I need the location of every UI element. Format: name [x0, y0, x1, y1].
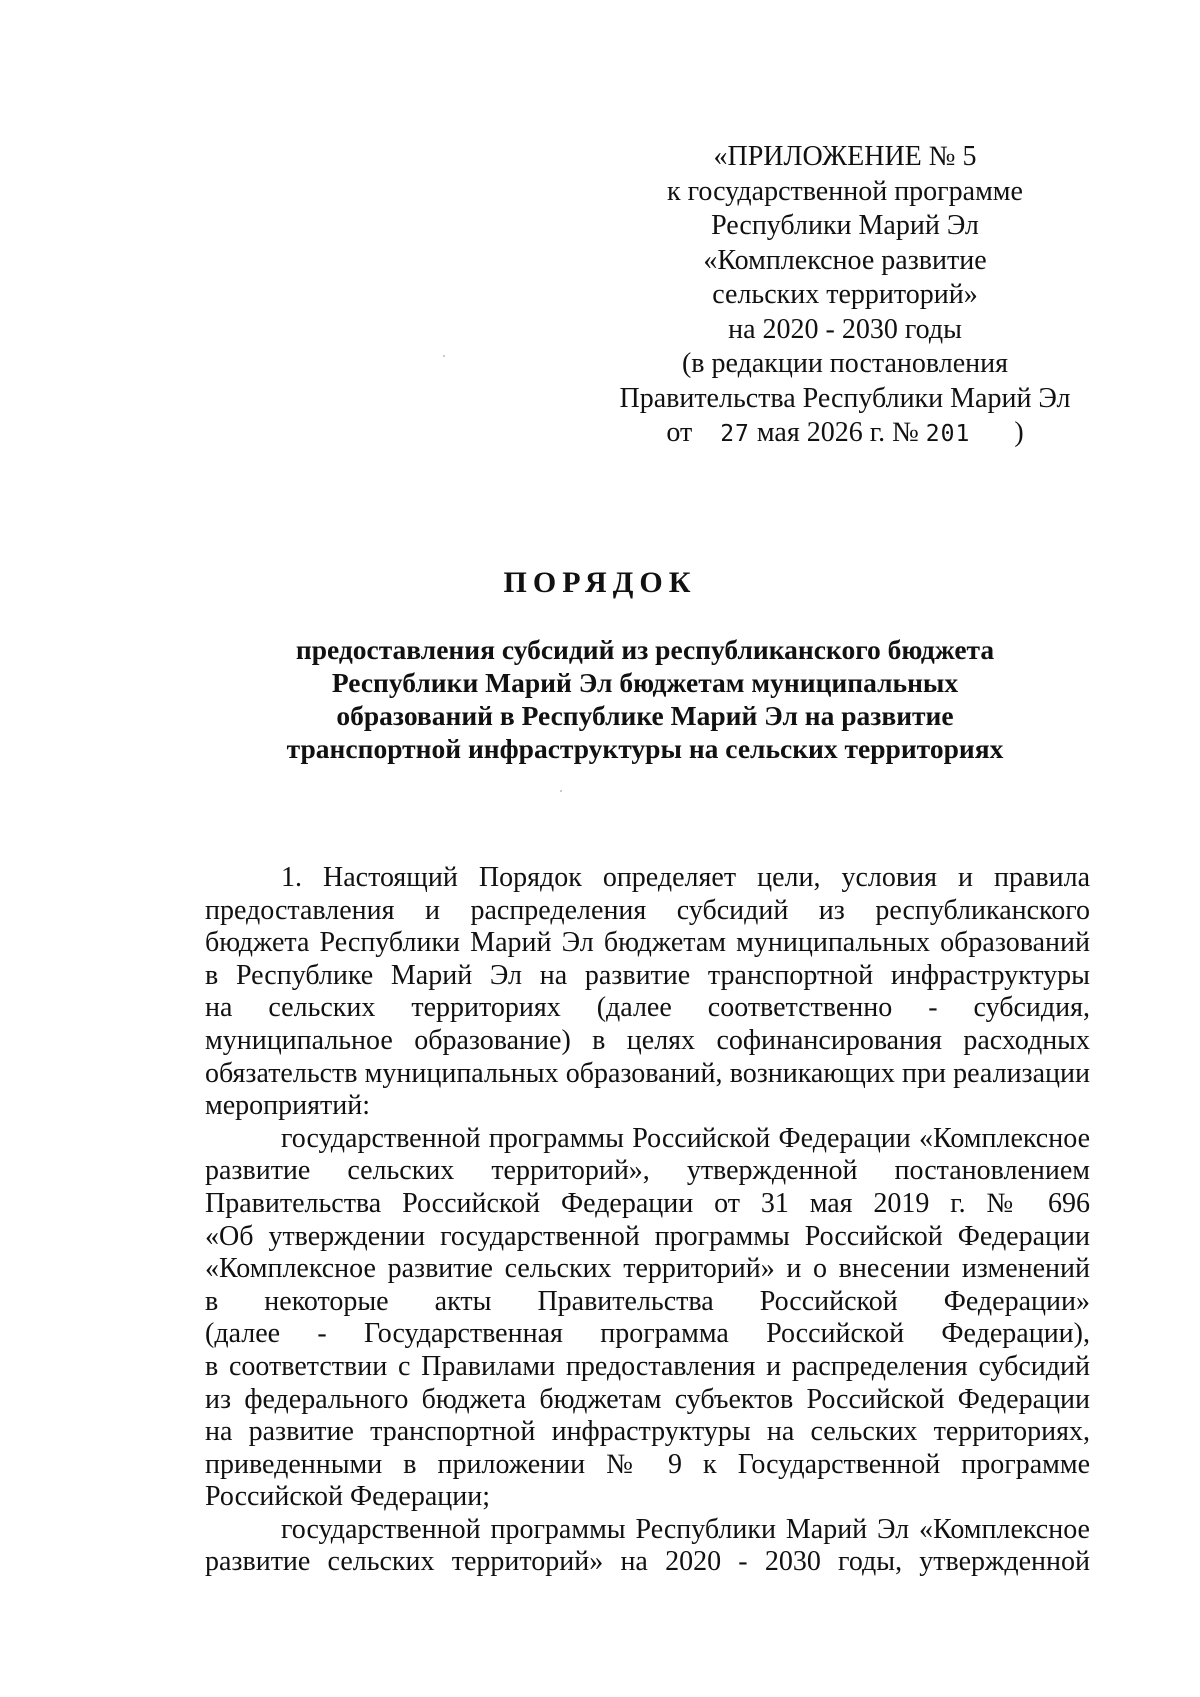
appendix-line: (в редакции постановления [681, 348, 1009, 379]
scan-speck [443, 355, 445, 357]
body-line: на развитие транспортной инфраструктуры на сельских территориях, [205, 1416, 1090, 1448]
body-line: приведенными в приложении № 9 к Государственной программе [205, 1448, 1090, 1480]
subtitle-line: Республики Марий Эл бюджетам муниципальных [331, 667, 959, 698]
subtitle-line: предоставления субсидий из республиканского бюджета [295, 634, 995, 665]
document-subtitle [200, 633, 1090, 765]
subtitle-line: образований в Республике Марий Эл на развитие [336, 700, 954, 731]
body-line: обязательств муниципальных образований, возникающих при реализации [205, 1057, 1090, 1089]
body-line: государственной программы Республики Марий Эл «Комплексное [281, 1513, 1090, 1545]
body-line: в соответствии с Правилами предоставления и распределения субсидий [205, 1350, 1090, 1382]
body-line: (далее - Государственная программа Российской Федерации), [205, 1318, 1090, 1350]
body-line: из федерального бюджета бюджетам субъектов Российской Федерации [205, 1383, 1090, 1415]
body-line: «Комплексное развитие сельских территорий» и о внесении изменений [205, 1253, 1090, 1285]
body-line: муниципальное образование) в целях софинансирования расходных [205, 1024, 1090, 1056]
paragraph-2 [205, 1123, 1090, 1514]
document-number: 201 [925, 421, 971, 447]
subtitle-line: транспортной инфраструктуры на сельских территориях [286, 733, 1004, 764]
appendix-header [600, 140, 1090, 452]
body-line: в Республике Марий Эл на развитие транспортной инфраструктуры [205, 959, 1090, 991]
body-line: развитие сельских территорий», утвержденной постановлением [205, 1155, 1090, 1187]
appendix-line: Республики Марий Эл [711, 210, 979, 241]
body-line: Российской Федерации; [205, 1481, 491, 1513]
date-day: 27 [720, 421, 750, 447]
body-line: развитие сельских территорий» на 2020 - 2030 годы, утвержденной [205, 1546, 1090, 1578]
body-line: мероприятий: [205, 1090, 370, 1122]
paragraph-1 [205, 862, 1090, 1123]
appendix-line: Правительства Республики Марий Эл [619, 382, 1071, 414]
body-line: предоставления и распределения субсидий из республиканского [205, 894, 1090, 926]
body-line: на сельских территориях (далее соответственно - субсидия, [205, 992, 1090, 1024]
document-body [205, 862, 1090, 1579]
scan-speck [560, 790, 562, 792]
body-line: «Об утверждении государственной программы Российской Федерации [205, 1220, 1090, 1252]
document-title: ПОРЯДОК [503, 566, 697, 599]
appendix-line: сельских территорий» [712, 279, 978, 310]
body-line: бюджета Республики Марий Эл бюджетам муниципальных образований [205, 927, 1090, 959]
appendix-line: «Комплексное развитие [703, 244, 987, 276]
body-line: государственной программы Российской Федерации «Комплексное [281, 1122, 1090, 1154]
appendix-line: на 2020 - 2030 годы [728, 313, 962, 345]
date-rest: мая 2026 г. № [756, 417, 919, 448]
body-line: в некоторые акты Правительства Российской Федерации» [205, 1285, 1090, 1317]
appendix-line: «ПРИЛОЖЕНИЕ № 5 [713, 141, 977, 172]
body-line: Правительства Российской Федерации от 31 мая 2019 г. № 696 [205, 1187, 1090, 1219]
paragraph-3 [205, 1514, 1090, 1579]
appendix-date-line [600, 416, 1090, 452]
date-close: ) [1014, 417, 1024, 448]
date-prefix: от [666, 417, 693, 448]
body-line: 1. Настоящий Порядок определяет цели, условия и правила [281, 862, 1090, 893]
appendix-line: к государственной программе [667, 175, 1023, 207]
